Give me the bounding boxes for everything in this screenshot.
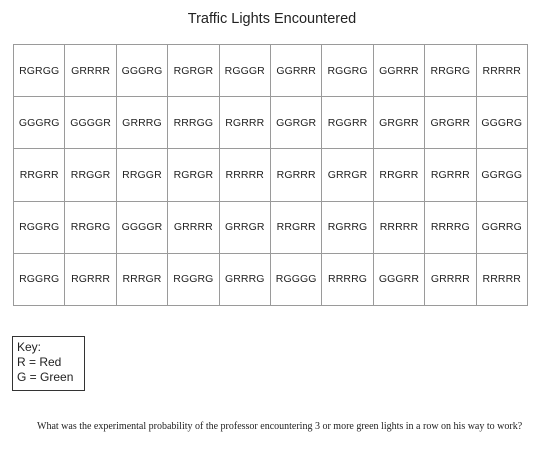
table-cell: RRGGR [116,149,167,201]
table-cell: RRRRR [476,45,527,97]
table-cell: RGRRR [425,149,476,201]
table-cell: RGRRG [322,201,373,253]
table-cell: RRRRR [219,149,270,201]
table-cell: GGRRG [476,201,527,253]
table-cell: RRGRR [373,149,424,201]
table-cell: RGRGR [168,149,219,201]
question-text: What was the experimental probability of the professor encountering 3 or more green lights in a row on his way to work? [37,421,523,432]
table-cell: GRRRG [116,97,167,149]
table-cell: GRRGR [219,201,270,253]
table-cell: RGRRR [65,253,116,305]
table-cell: GGGGR [65,97,116,149]
key-box [12,336,85,391]
table-cell: RGGGR [219,45,270,97]
table-cell: GGRGR [270,97,321,149]
table-cell: RRRGG [168,97,219,149]
key-heading: Key: [17,340,42,354]
page-title: Traffic Lights Encountered [187,11,357,27]
table-cell: RGGGG [270,253,321,305]
table-row [14,45,528,97]
table-cell: GRGRR [425,97,476,149]
table-cell: RGGRG [14,253,65,305]
table-cell: RGRRR [270,149,321,201]
table-cell: GRRRG [219,253,270,305]
table-cell: RRGRR [14,149,65,201]
table-cell: RRRRG [322,253,373,305]
table-cell: RRRGR [116,253,167,305]
table-cell: GGRRR [270,45,321,97]
table-row [14,149,528,201]
table-cell: GGGRR [373,253,424,305]
traffic-lights-table [13,44,528,306]
table-cell: RGGRR [322,97,373,149]
table-cell: GGRRR [373,45,424,97]
table-cell: RGRRR [219,97,270,149]
table-cell: RGRGG [14,45,65,97]
table-cell: RGGRG [14,201,65,253]
table-cell: GRRGR [322,149,373,201]
table-cell: RRGRG [65,201,116,253]
table-cell: RRGGR [65,149,116,201]
table-cell: GGGRG [476,97,527,149]
table-cell: RRRRG [425,201,476,253]
table-cell: GGGRG [116,45,167,97]
table-cell: RRGRG [425,45,476,97]
table-cell: GRGRR [373,97,424,149]
table-cell: RGGRG [168,253,219,305]
table-cell: RRRRR [373,201,424,253]
table-row [14,253,528,305]
table-cell: GGGGR [116,201,167,253]
key-red-definition: R = Red [17,355,62,369]
table-row [14,201,528,253]
table-cell: RRRRR [476,253,527,305]
table-cell: RGRGR [168,45,219,97]
table-cell: RRGRR [270,201,321,253]
table-cell: GGRGG [476,149,527,201]
key-green-definition: G = Green [17,370,74,384]
table-row [14,97,528,149]
table-cell: GRRRR [168,201,219,253]
table-cell: RGGRG [322,45,373,97]
table-cell: GRRRR [65,45,116,97]
table-cell: GRRRR [425,253,476,305]
table-cell: GGGRG [14,97,65,149]
